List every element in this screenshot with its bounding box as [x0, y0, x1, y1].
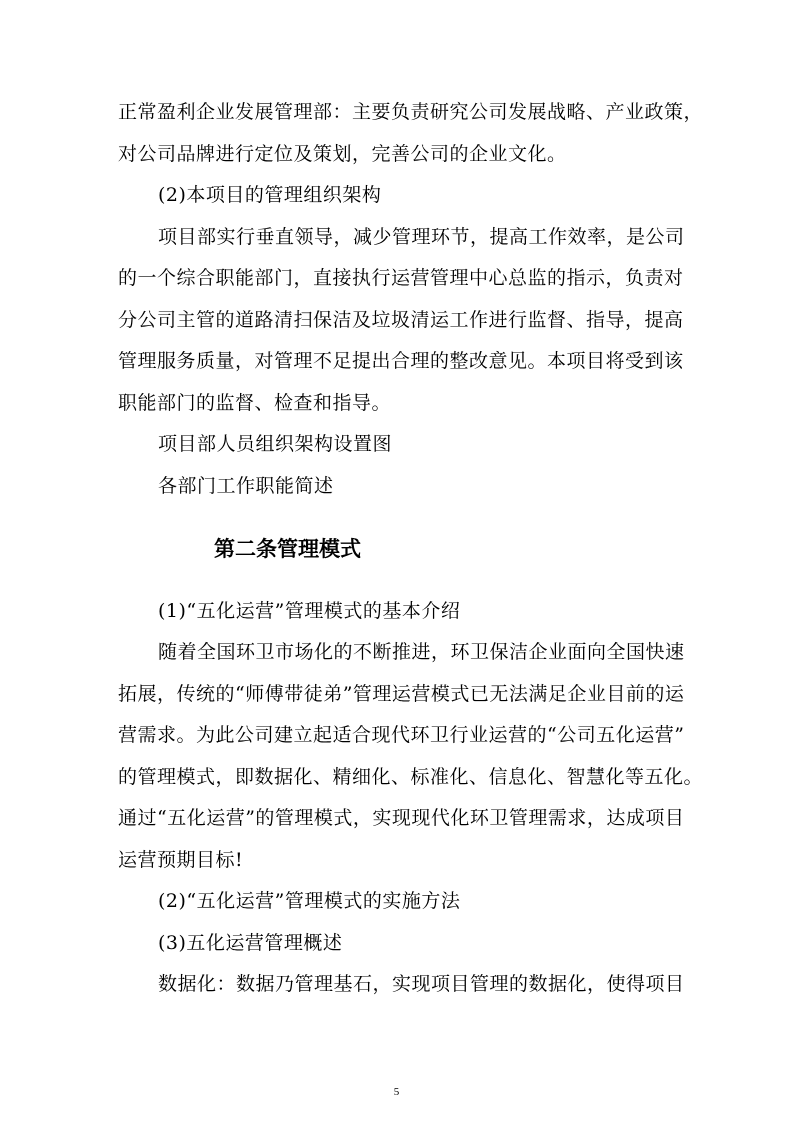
subsection-title: (3)五化运营管理概述: [158, 931, 343, 954]
subsection-title: 各部门工作职能简述: [158, 474, 334, 497]
text-line: 职能部门的监督、检查和指导。: [118, 391, 392, 414]
subsection-title: (2)本项目的管理组织架构: [158, 184, 382, 206]
text-line: 对公司品牌进行定位及策划，完善公司的企业文化。: [118, 142, 567, 165]
text-line: 的一个综合职能部门，直接执行运营管理中心总监的指示，负责对: [118, 267, 684, 289]
text-line: 正常盈利企业发展管理部：主要负责研究公司发展战略、产业政策，: [118, 101, 704, 123]
text-line: 项目部实行垂直领导，减少管理环节，提高工作效率，是公司: [158, 225, 685, 248]
section-before-heading: [118, 92, 704, 507]
text-line: 数据化：数据乃管理基石，实现项目管理的数据化，使得项目: [158, 973, 685, 995]
subsection-title: (1)“五化运营”管理模式的基本介绍: [158, 599, 461, 622]
section-heading: 第二条管理模式: [214, 537, 361, 561]
page-number: 5: [393, 1086, 400, 1098]
text-line: 的管理模式，即数据化、精细化、标准化、信息化、智慧化等五化。: [118, 765, 704, 788]
text-line: 管理服务质量，对管理不足提出合理的整改意见。本项目将受到该: [118, 350, 684, 372]
figure-caption: 项目部人员组织架构设置图: [158, 433, 393, 455]
text-line: 营需求。为此公司建立起适合现代环卫行业运营的“公司五化运营”: [118, 724, 685, 746]
text-line: 通过“五化运营”的管理模式，实现现代化环卫管理需求，达成项目: [118, 807, 685, 829]
page-body: [118, 92, 704, 1006]
text-line: 随着全国环卫市场化的不断推进，环卫保洁企业面向全国快速: [158, 641, 685, 663]
section-after-heading: [118, 591, 704, 1006]
subsection-title: (2)“五化运营”管理模式的实施方法: [158, 890, 461, 912]
text-line: 拓展，传统的“师傅带徒弟”管理运营模式已无法满足企业目前的运: [118, 682, 685, 705]
text-line: 运营预期目标!: [118, 848, 244, 871]
text-line: 分公司主管的道路清扫保洁及垃圾清运工作进行监督、指导，提高: [118, 308, 684, 331]
